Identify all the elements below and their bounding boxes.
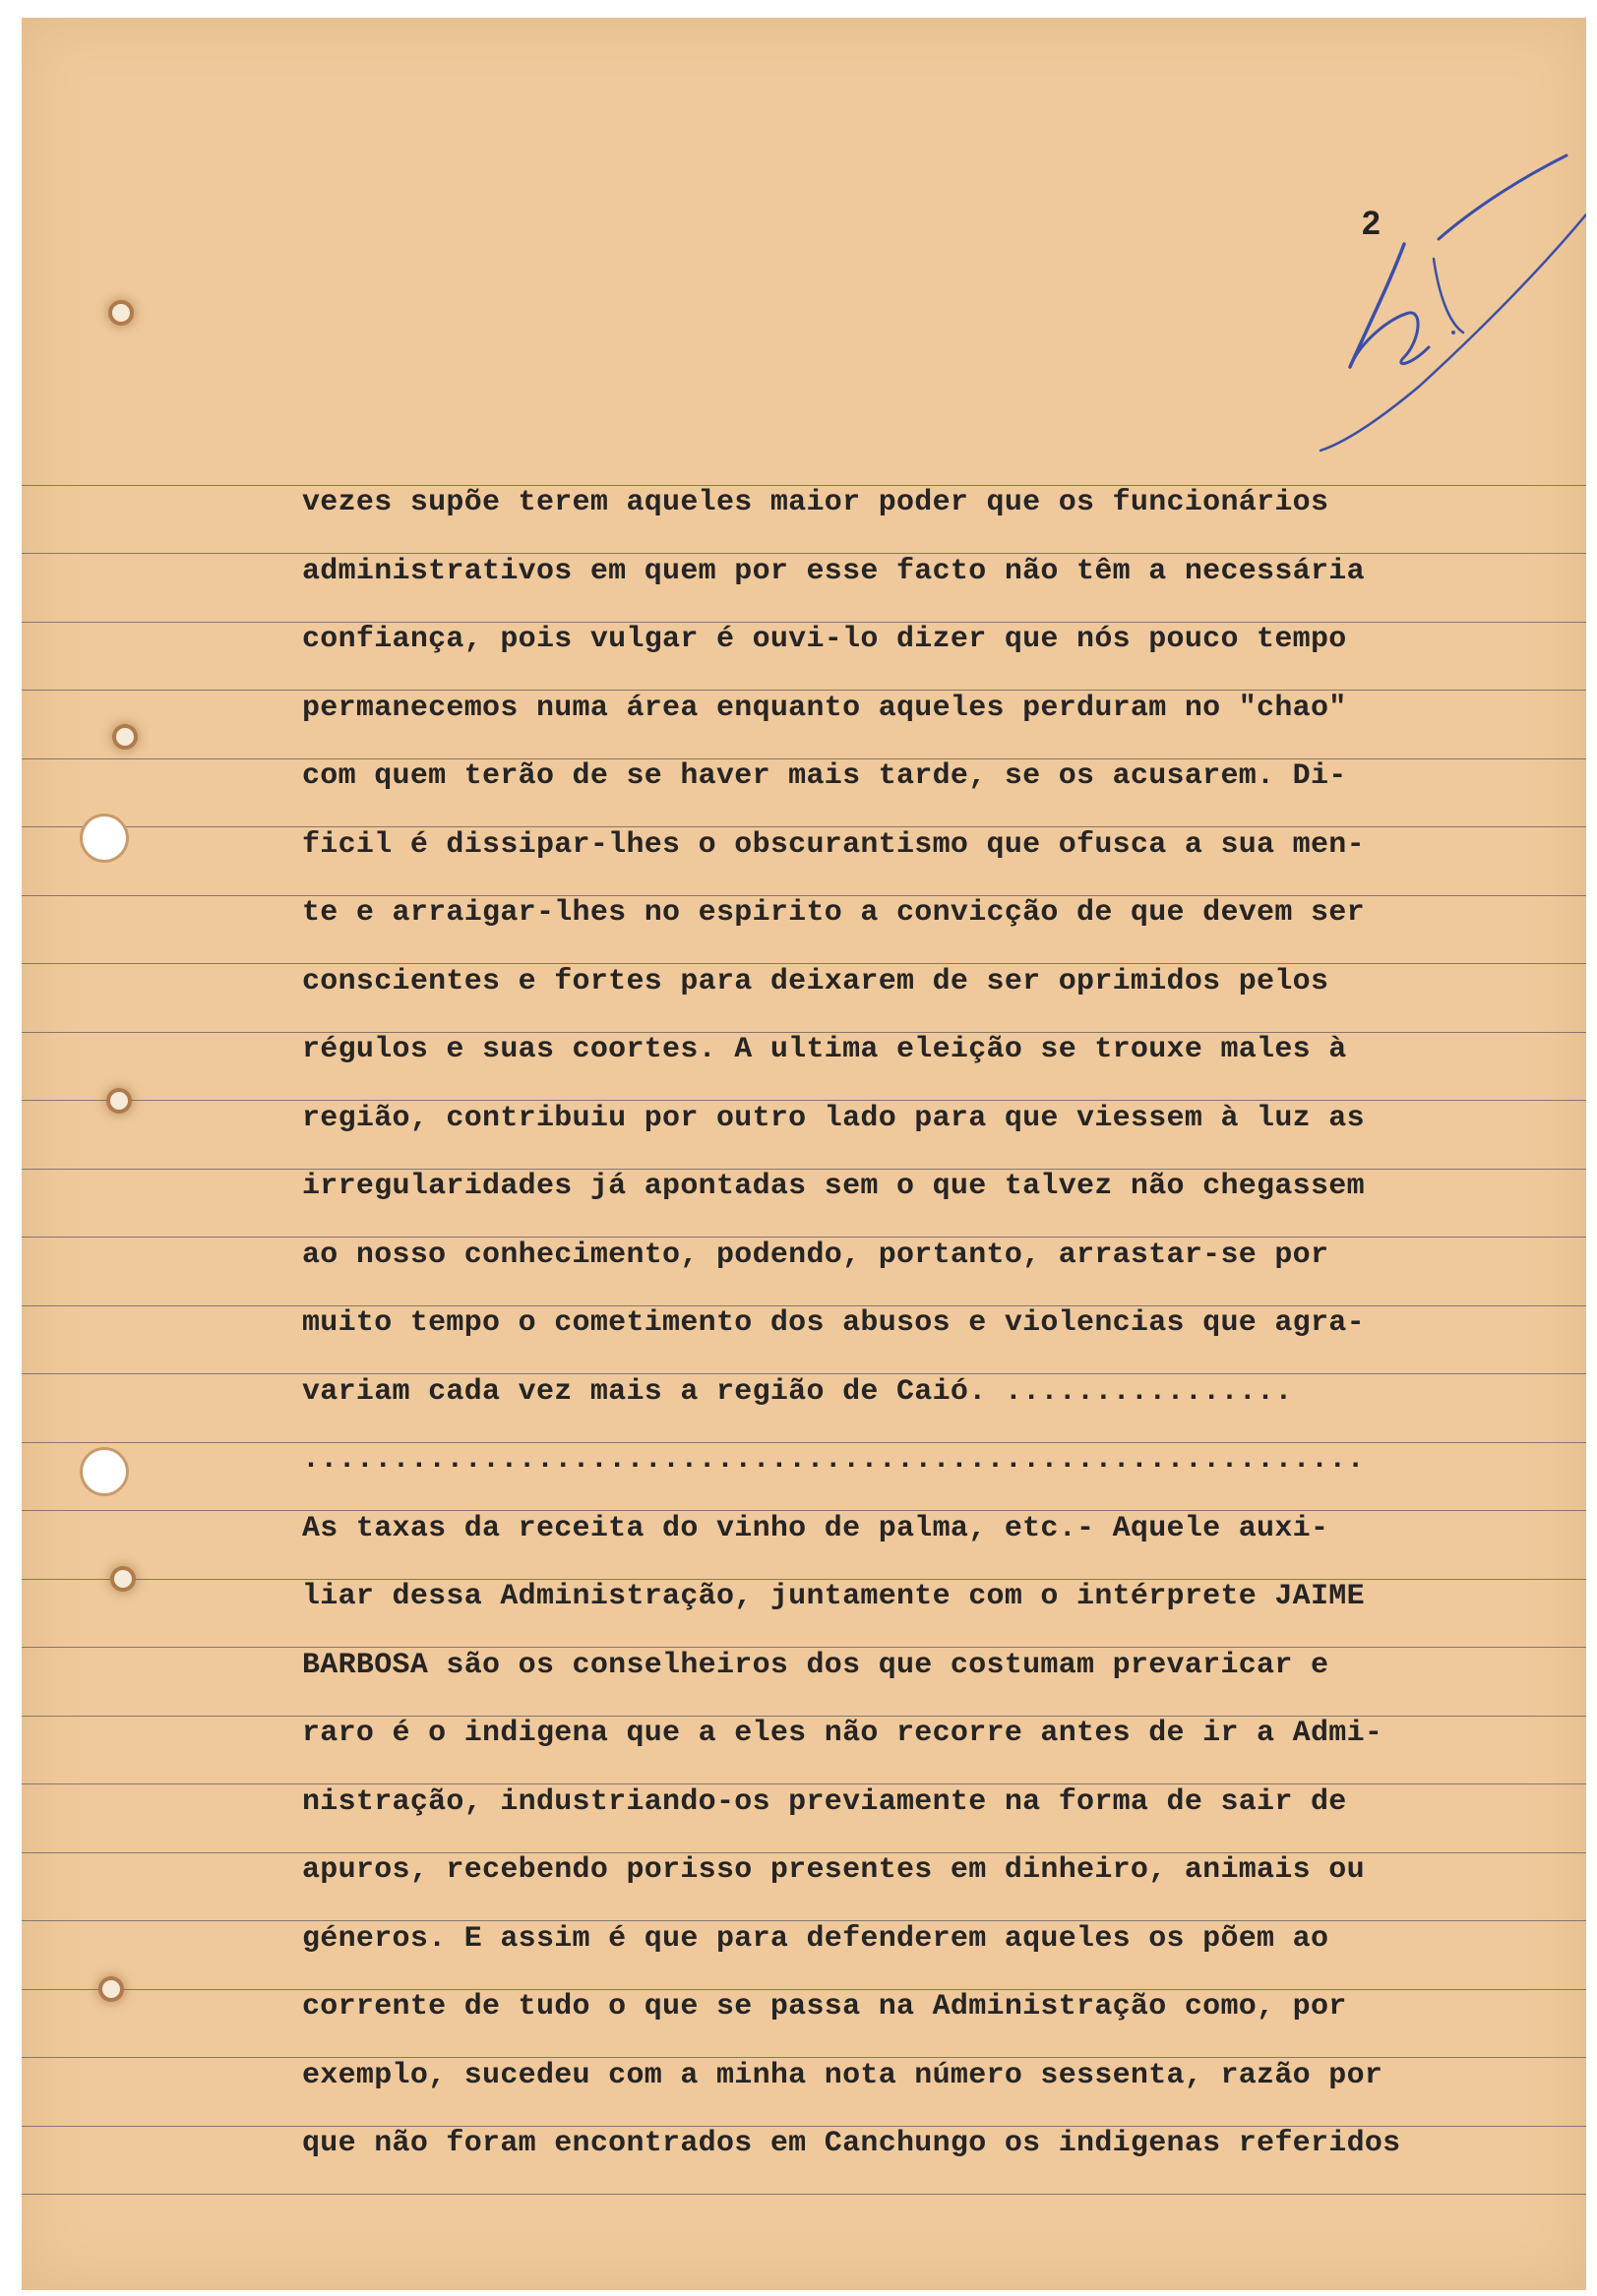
document-page xyxy=(22,18,1586,2290)
text-line: liar dessa Administração, juntamente com o intérprete JAIME xyxy=(302,1580,1365,1613)
text-line: irregularidades já apontadas sem o que talvez não chegassem xyxy=(302,1170,1365,1203)
page-number: 2 xyxy=(1362,205,1381,242)
text-line: ficil é dissipar-lhes o obscurantismo que ofusca a sua men- xyxy=(302,827,1365,862)
staple-mark xyxy=(102,1980,120,1998)
text-line: vezes supõe terem aqueles maior poder que os funcionários xyxy=(302,486,1329,519)
text-line: ao nosso conhecimento, podendo, portanto, arrastar-se por xyxy=(302,1238,1329,1272)
text-line: ........................................................... xyxy=(302,1443,1365,1477)
text-line: conscientes e fortes para deixarem de ser oprimidos pelos xyxy=(302,964,1329,998)
text-line: muito tempo o cometimento dos abusos e violencias que agra- xyxy=(302,1306,1365,1340)
typed-body-text xyxy=(302,469,1542,2179)
staple-mark xyxy=(110,1092,128,1110)
text-line: com quem terão de se haver mais tarde, se os acusarem. Di- xyxy=(302,759,1347,793)
text-line: que não foram encontrados em Canchungo os indigenas referidos xyxy=(302,2127,1401,2160)
staple-mark xyxy=(114,1570,132,1588)
staple-mark xyxy=(116,728,134,746)
text-line: As taxas da receita do vinho de palma, etc.- Aquele auxi- xyxy=(302,1511,1329,1545)
text-line: apuros, recebendo porisso presentes em dinheiro, animais ou xyxy=(302,1853,1365,1887)
text-line: BARBOSA são os conselheiros dos que costumam prevaricar e xyxy=(302,1648,1329,1682)
text-line: te e arraigar-lhes no espirito a convicção de que devem ser xyxy=(302,896,1365,930)
text-line: confiança, pois vulgar é ouvi-lo dizer que nós pouco tempo xyxy=(302,623,1347,656)
binder-hole xyxy=(83,816,126,860)
text-line: nistração, industriando-os previamente na forma de sair de xyxy=(302,1784,1347,1819)
binder-hole xyxy=(83,1450,126,1493)
text-line: régulos e suas coortes. A ultima eleição se trouxe males à xyxy=(302,1033,1347,1066)
staple-mark xyxy=(112,304,130,322)
text-line: raro é o indigena que a eles não recorre antes de ir a Admi- xyxy=(302,1717,1383,1750)
text-line: géneros. E assim é que para defenderem aqueles os põem ao xyxy=(302,1921,1329,1956)
text-line: corrente de tudo o que se passa na Administração como, por xyxy=(302,1990,1347,2024)
text-line: região, contribuiu por outro lado para que viessem à luz as xyxy=(302,1101,1365,1135)
text-line: permanecemos numa área enquanto aqueles perduram no "chao" xyxy=(302,691,1347,725)
text-line: exemplo, sucedeu com a minha nota número sessenta, razão por xyxy=(302,2058,1383,2092)
text-line: variam cada vez mais a região de Caió. ................ xyxy=(302,1374,1293,1409)
text-line: administrativos em quem por esse facto não têm a necessária xyxy=(302,554,1365,588)
ruled-line xyxy=(22,2194,1586,2195)
handwritten-signature xyxy=(1291,146,1586,460)
